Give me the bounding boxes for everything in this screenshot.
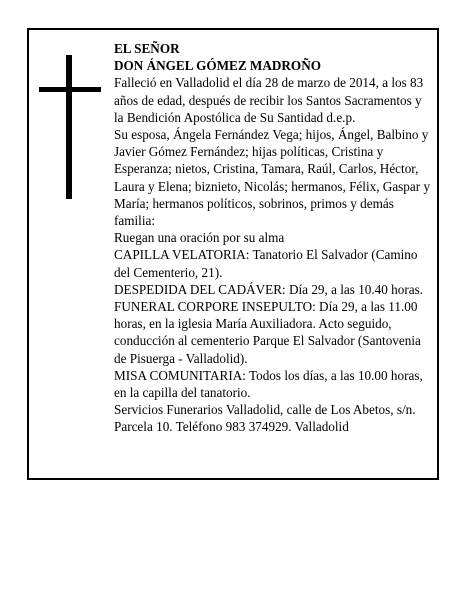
- family-list: Su esposa, Ángela Fernández Vega; hijos, Ángel, Balbino y Javier Gómez Fernández; hijas políticas, Cristina y Esperanza; nietos, Cristina, Tamara, Raúl, Carlos, Héctor, Laura y Elena; biznieto, Nicolás; hermanos, Félix, Gaspar y María; hermanos políticos, sobrinos, primos y demás familia:: [114, 127, 431, 229]
- funeral-services-contact: Servicios Funerarios Valladolid, calle de Los Abetos, s/n. Parcela 10. Teléfono 983 374929. Valladolid: [114, 402, 416, 435]
- community-mass-info: MISA COMUNITARIA: Todos los días, a las 10.00 horas, en la capilla del tanatorio.: [114, 367, 423, 401]
- cross-vertical-bar: [66, 55, 72, 199]
- heading-title: EL SEÑOR: [114, 41, 180, 56]
- obituary-notice: [27, 28, 439, 480]
- notice-text: [114, 40, 432, 436]
- cross-horizontal-bar: [39, 87, 101, 92]
- farewell-info: DESPEDIDA DEL CADÁVER: Día 29, a las 10.40 horas.: [114, 281, 424, 297]
- deceased-name: DON ÁNGEL GÓMEZ MADROÑO: [114, 58, 321, 74]
- prayer-request: Ruegan una oración por su alma: [114, 230, 285, 246]
- cross-icon: [39, 55, 101, 199]
- wake-chapel-info: CAPILLA VELATORIA: Tanatorio El Salvador (Camino del Cementerio, 21).: [114, 247, 418, 280]
- funeral-info: FUNERAL CORPORE INSEPULTO: Día 29, a las 11.00 horas, en la iglesia María Auxiliadora. Acto seguido, conducción al cementerio Parque El Salvador (Santovenia de Pisuerga - Valladolid).: [114, 299, 421, 366]
- death-announcement: Falleció en Valladolid el día 28 de marzo de 2014, a los 83 años de edad, después de recibir los Santos Sacramentos y la Bendición Apostólica de Su Santidad d.e.p.: [114, 75, 424, 125]
